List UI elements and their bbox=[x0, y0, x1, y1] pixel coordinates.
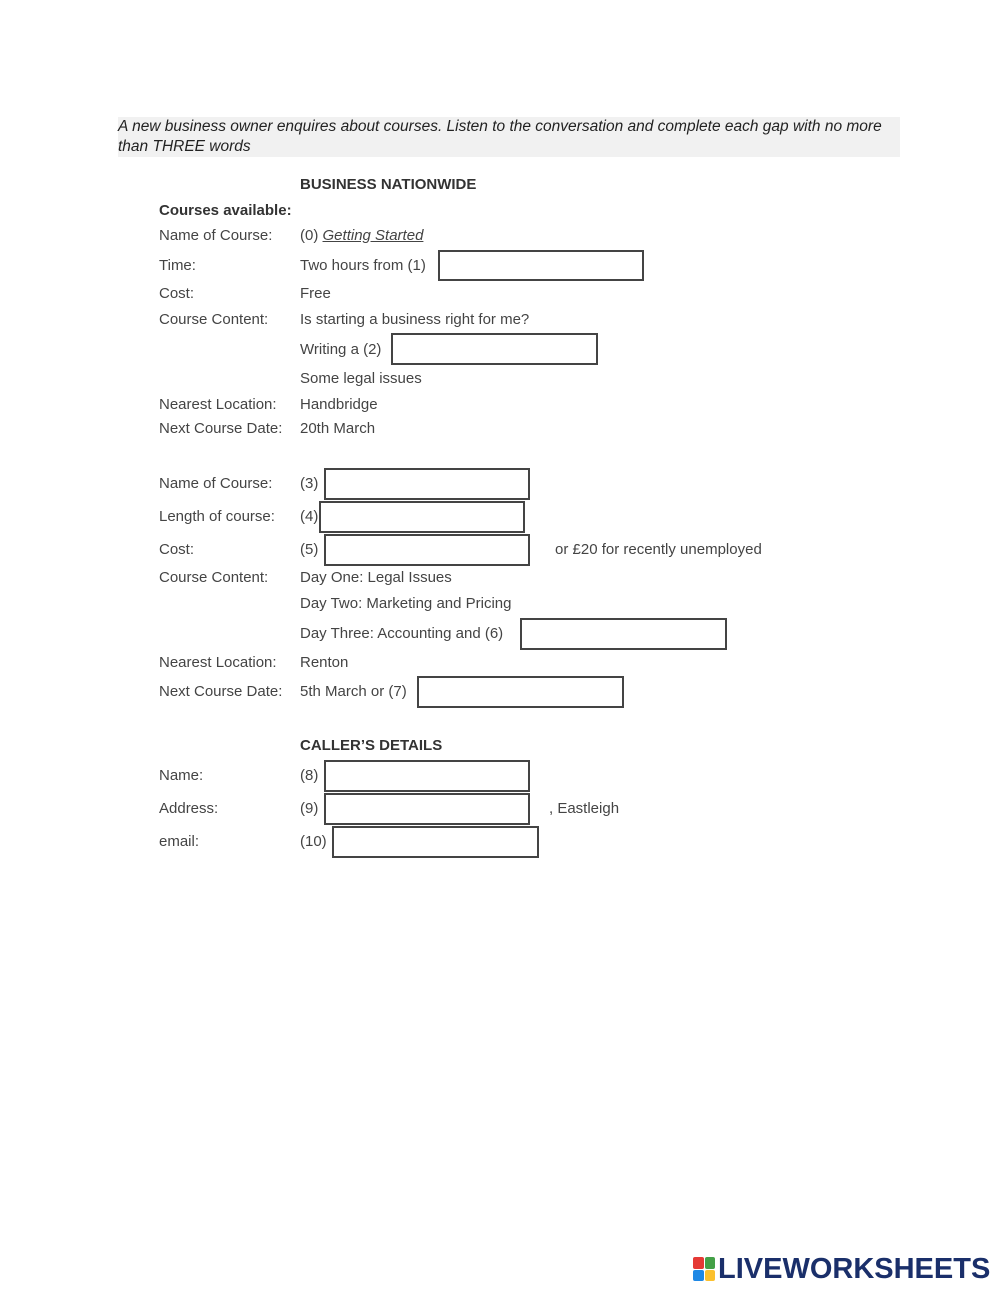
section-title-callers-details: CALLER’S DETAILS bbox=[300, 737, 443, 754]
course2-content-line2: Day Two: Marketing and Pricing bbox=[300, 595, 512, 612]
course2-cost-suffix: or £20 for recently unemployed bbox=[555, 541, 762, 558]
instructions: A new business owner enquires about courses. Listen to the conversation and complete each gap with no more than THREE words bbox=[118, 117, 900, 157]
gap-6-input[interactable] bbox=[520, 618, 727, 650]
gap-7-input[interactable] bbox=[417, 676, 624, 708]
course1-date-value: 20th March bbox=[300, 420, 376, 437]
caller-name-label: Name: bbox=[159, 767, 204, 784]
course2-content-line3: Day Three: Accounting and (6) bbox=[300, 625, 504, 642]
course1-name-prefix: (0) bbox=[300, 227, 319, 244]
caller-address-label: Address: bbox=[159, 800, 219, 817]
course1-time-value: Two hours from (1) bbox=[300, 257, 426, 274]
course2-date-label: Next Course Date: bbox=[159, 683, 283, 700]
liveworksheets-logo bbox=[693, 1254, 990, 1284]
caller-email-label: email: bbox=[159, 833, 200, 850]
course1-content-label: Course Content: bbox=[159, 311, 269, 328]
gap-4-input[interactable] bbox=[319, 501, 525, 533]
course2-content-label: Course Content: bbox=[159, 569, 269, 586]
course2-location-label: Nearest Location: bbox=[159, 654, 277, 671]
gap-3-input[interactable] bbox=[324, 468, 530, 500]
gap-1-input[interactable] bbox=[438, 250, 644, 281]
course2-name-label: Name of Course: bbox=[159, 475, 273, 492]
course2-date-value: 5th March or (7) bbox=[300, 683, 407, 700]
course1-content-line1: Is starting a business right for me? bbox=[300, 311, 530, 328]
course2-length-label: Length of course: bbox=[159, 508, 275, 525]
caller-email-prefix: (10) bbox=[300, 833, 327, 850]
course1-content-line3: Some legal issues bbox=[300, 370, 422, 387]
gap-5-input[interactable] bbox=[324, 534, 530, 566]
course1-date-label: Next Course Date: bbox=[159, 420, 283, 437]
course1-location-label: Nearest Location: bbox=[159, 396, 277, 413]
caller-address-prefix: (9) bbox=[300, 800, 319, 817]
course1-content-line2: Writing a (2) bbox=[300, 341, 382, 358]
course2-location-value: Renton bbox=[300, 654, 349, 671]
course2-content-line1: Day One: Legal Issues bbox=[300, 569, 452, 586]
gap-8-input[interactable] bbox=[324, 760, 530, 792]
course1-cost-value: Free bbox=[300, 285, 331, 302]
course2-length-prefix: (4) bbox=[300, 508, 319, 525]
course2-cost-prefix: (5) bbox=[300, 541, 319, 558]
caller-address-suffix: , Eastleigh bbox=[549, 800, 620, 817]
course1-name-label: Name of Course: bbox=[159, 227, 273, 244]
course1-location-value: Handbridge bbox=[300, 396, 378, 413]
logo-square-yellow bbox=[705, 1270, 716, 1282]
section-title-business-nationwide: BUSINESS NATIONWIDE bbox=[300, 176, 477, 193]
gap-10-input[interactable] bbox=[332, 826, 539, 858]
logo-square-blue bbox=[693, 1270, 704, 1282]
course1-name-value bbox=[300, 227, 423, 244]
course2-name-prefix: (3) bbox=[300, 475, 319, 492]
logo-square-green bbox=[705, 1257, 716, 1269]
gap-9-input[interactable] bbox=[324, 793, 530, 825]
course1-name-example: Getting Started bbox=[322, 227, 424, 244]
logo-square-red bbox=[693, 1257, 704, 1269]
liveworksheets-logo-icon bbox=[693, 1257, 715, 1281]
liveworksheets-logo-text: LIVEWORKSHEETS bbox=[718, 1252, 991, 1285]
caller-name-prefix: (8) bbox=[300, 767, 319, 784]
course1-time-label: Time: bbox=[159, 257, 196, 274]
course1-cost-label: Cost: bbox=[159, 285, 195, 302]
gap-2-input[interactable] bbox=[391, 333, 598, 365]
course2-cost-label: Cost: bbox=[159, 541, 195, 558]
courses-available-heading: Courses available: bbox=[159, 202, 292, 219]
